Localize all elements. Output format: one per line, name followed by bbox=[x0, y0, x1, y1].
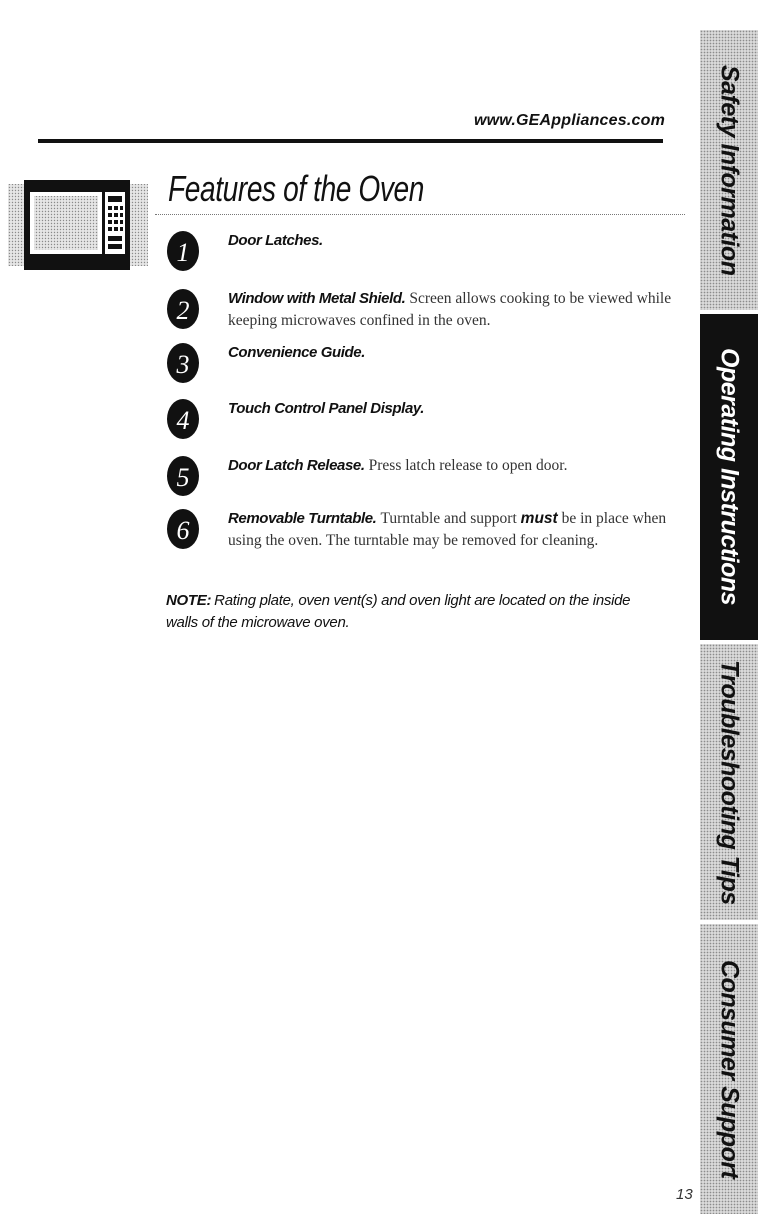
feature-text bbox=[228, 455, 673, 477]
tab-label: Troubleshooting Tips bbox=[715, 659, 744, 905]
feature-heading: Touch Control Panel Display. bbox=[228, 400, 425, 417]
feature-heading: Convenience Guide. bbox=[228, 344, 365, 361]
note-label: NOTE: bbox=[166, 592, 212, 609]
note-text: Rating plate, oven vent(s) and oven light are located on the inside walls of the microwave oven. bbox=[166, 592, 631, 631]
tab-label: Consumer Support bbox=[715, 959, 744, 1179]
emphasis-text: must bbox=[520, 510, 558, 527]
header-rule bbox=[38, 139, 663, 143]
number-badge-icon bbox=[166, 508, 200, 550]
feature-heading: Window with Metal Shield. bbox=[228, 290, 406, 307]
svg-text:5: 5 bbox=[176, 463, 190, 492]
feature-heading: Removable Turntable. bbox=[228, 510, 377, 527]
feature-body: Screen allows cooking to be viewed while keeping microwaves confined in the oven. bbox=[228, 290, 672, 329]
number-badge-icon bbox=[166, 342, 200, 384]
site-url: www.GEAppliances.com bbox=[473, 112, 665, 129]
feature-heading: Door Latches. bbox=[228, 232, 323, 249]
section-tabs bbox=[700, 30, 758, 1214]
microwave-oven-icon bbox=[8, 180, 148, 274]
feature-text bbox=[228, 398, 673, 420]
tab-safety-information[interactable] bbox=[700, 30, 758, 310]
number-badge-icon bbox=[166, 230, 200, 272]
page-number: 13 bbox=[676, 1186, 693, 1203]
feature-text bbox=[228, 508, 673, 552]
feature-text bbox=[228, 288, 673, 332]
tab-consumer-support[interactable] bbox=[700, 924, 758, 1214]
svg-text:1: 1 bbox=[176, 238, 190, 267]
page-title: Features of the Oven bbox=[168, 168, 424, 209]
title-rule bbox=[155, 214, 685, 215]
number-badge-icon bbox=[166, 398, 200, 440]
feature-text bbox=[228, 342, 673, 364]
number-badge-icon bbox=[166, 288, 200, 330]
svg-text:4: 4 bbox=[176, 406, 190, 435]
svg-text:2: 2 bbox=[176, 296, 190, 325]
svg-text:6: 6 bbox=[176, 516, 190, 545]
feature-text bbox=[228, 230, 673, 252]
number-badge-icon bbox=[166, 455, 200, 497]
feature-heading: Door Latch Release. bbox=[228, 457, 365, 474]
tab-operating-instructions[interactable] bbox=[700, 314, 758, 640]
tab-label: Safety Information bbox=[715, 64, 744, 276]
feature-body: be in place when using the oven. The turntable may be removed for cleaning. bbox=[228, 510, 667, 549]
feature-body: Turntable and support bbox=[380, 510, 517, 527]
note bbox=[166, 590, 636, 634]
tab-label: Operating Instructions bbox=[715, 348, 744, 606]
svg-text:3: 3 bbox=[176, 350, 190, 379]
feature-body: Press latch release to open door. bbox=[368, 457, 568, 474]
tab-troubleshooting-tips[interactable] bbox=[700, 644, 758, 920]
